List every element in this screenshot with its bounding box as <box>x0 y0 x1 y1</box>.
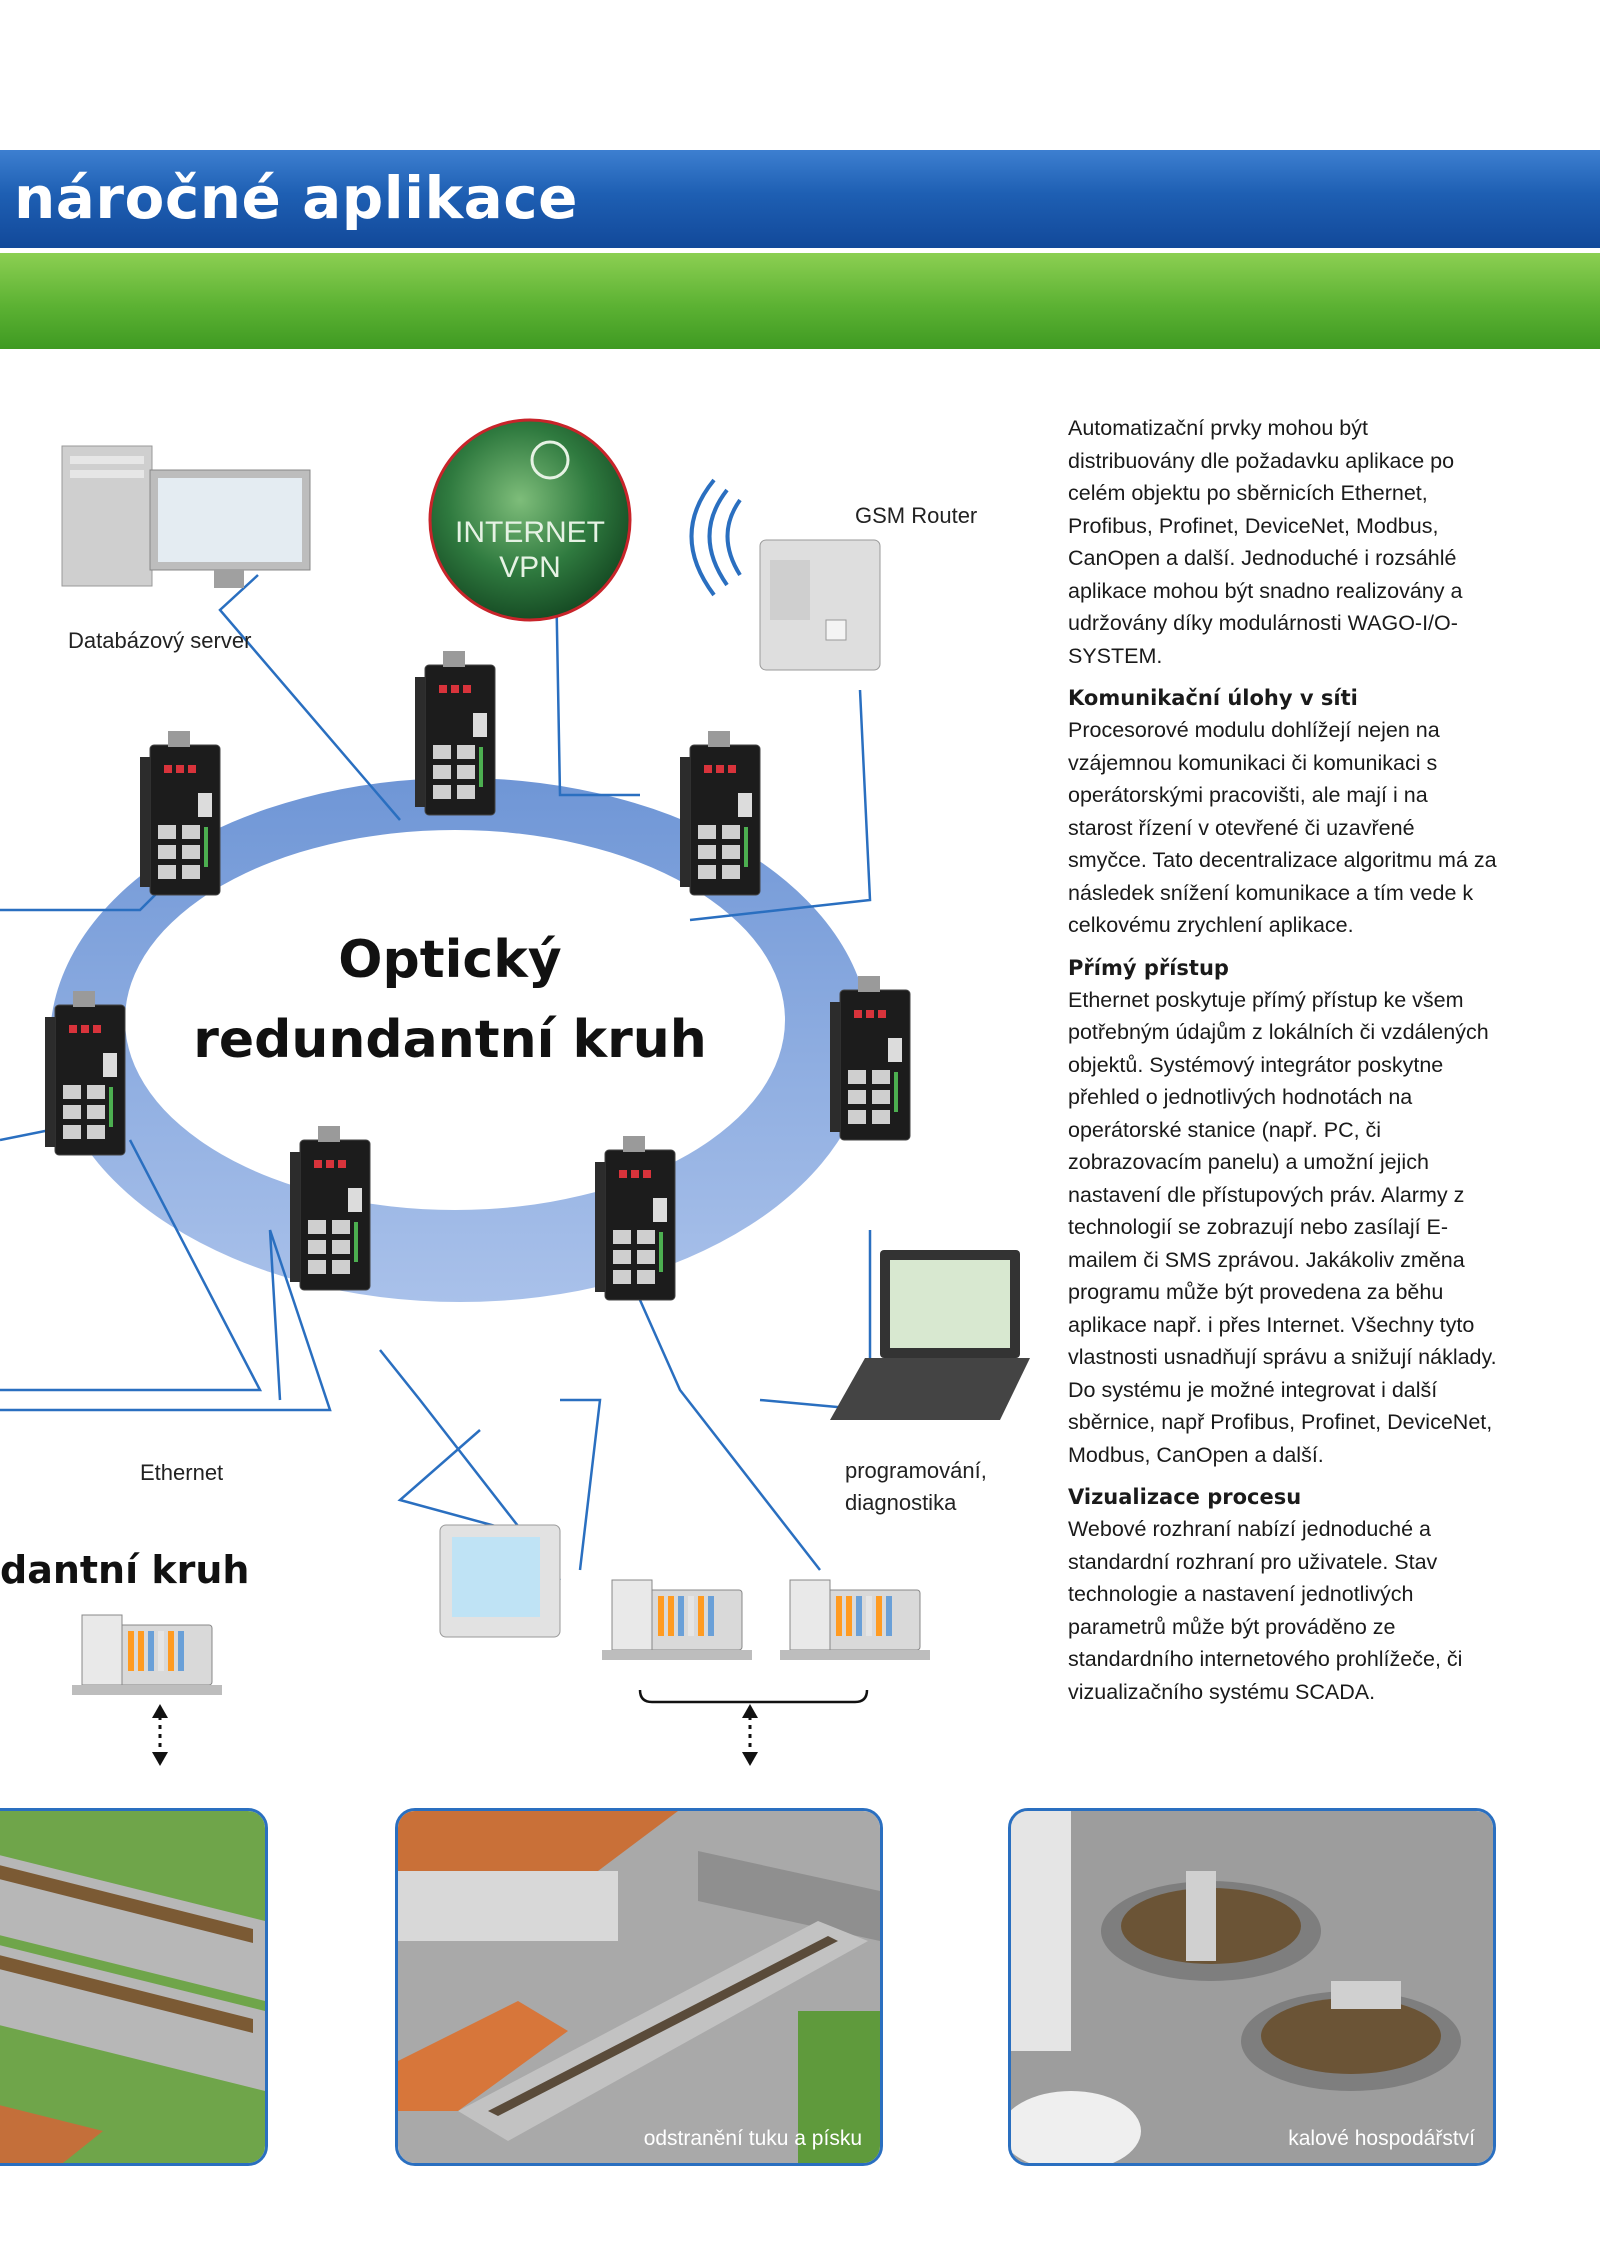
ring-title-line2: redundantní kruh <box>193 1010 707 1070</box>
vpn-label: VPN <box>499 551 561 584</box>
ring-title-line1: Optický <box>338 930 562 990</box>
ring-title <box>190 920 710 1080</box>
section-heading: Přímý přístup <box>1068 955 1229 980</box>
switch-icon <box>415 651 495 815</box>
touch-panel-icon <box>440 1525 560 1637</box>
database-server-icon <box>62 446 310 588</box>
label-ethernet: Ethernet <box>140 1460 224 1485</box>
section-heading: Komunikační úlohy v síti <box>1068 686 1358 710</box>
switch-icon <box>595 1136 675 1300</box>
section-body: Procesorové modulu dohlížejí nejen na vzájemnou komunikaci či komunikaci s operátorskými pracovišti, ale mají i na starost řízení v otevřené či uzavřené smyčce. Tato decentralizace algoritmu má za následek snížení komunikace a tím vede k celkovému zrychlení aplikace. <box>1068 718 1497 937</box>
connection-arrow <box>742 1704 758 1766</box>
gsm-router-icon <box>692 480 881 670</box>
io-module-icon <box>780 1580 930 1660</box>
photo-grease-sand-removal <box>395 1808 883 2166</box>
photo-sludge-management <box>1008 1808 1496 2166</box>
green-band <box>0 253 1600 349</box>
internet-label: INTERNET <box>455 516 605 549</box>
partial-ring-title: dantní kruh <box>0 1548 250 1592</box>
header-bar <box>0 150 1600 248</box>
page-title: náročné aplikace <box>14 164 578 232</box>
section-body: Ethernet poskytuje přímý přístup ke všem potřebným údajům z lokálních či vzdálených objektů. Systémový integrátor poskytne přehled o jednotlivých hodnotách na operátorské stanice (např. PC, či zobrazovacím panelu) a umožní jejich nastavení dle přístupových práv. Alarmy z technologií se zobrazují nebo zasílají E-mailem či SMS zprávou. Jakákoliv změna programu může být provedena za běhu aplikace např. i přes Internet. Všechny tyto vlastnosti usnadňují správu a snižují náklady. Do systému je možné integrovat i další sběrnice, např Profibus, Profinet, DeviceNet, Modbus, CanOpen a další. <box>1068 987 1497 1467</box>
section-body: Webové rozhraní nabízí jednoduché a standardní rozhraní pro uživatele. Stav technologie a nastavení jednotlivých parametrů může být prováděno ze standardního internetového prohlížeče, či vizualizačního systému SCADA. <box>1068 1517 1463 1704</box>
switch-icon <box>45 991 125 1155</box>
label-programming-line1: programování, <box>845 1458 987 1483</box>
article-intro: Automatizační prvky mohou být distribuovány dle požadavku aplikace po celém objektu po sběrnicích Ethernet, Profibus, Profinet, DeviceNet, Modbus, CanOpen a další. Jednoduché i rozsáhlé aplikace mohou být snadno realizovány a udržovány díky modulárnosti WAGO-I/O-SYSTEM. <box>1068 416 1463 668</box>
section-heading: Vizualizace procesu <box>1068 1485 1302 1509</box>
internet-vpn-globe <box>430 420 630 620</box>
label-database-server: Databázový server <box>68 628 252 653</box>
connection-arrow <box>152 1704 168 1766</box>
io-module-icon <box>72 1615 222 1695</box>
photo-sedimentation-tanks <box>0 1808 268 2166</box>
photo-caption: odstranění tuku a písku <box>643 2127 862 2150</box>
switch-icon <box>830 976 910 1140</box>
article <box>1068 412 1498 1718</box>
module-bracket <box>640 1690 867 1702</box>
photo-caption: kalové hospodářství <box>1288 2127 1475 2150</box>
switch-icon <box>680 731 760 895</box>
switch-icon <box>290 1126 370 1290</box>
switch-icon <box>140 731 220 895</box>
label-gsm-router: GSM Router <box>855 503 978 528</box>
io-module-icon <box>602 1580 752 1660</box>
label-programming-line2: diagnostika <box>845 1490 957 1515</box>
laptop-icon <box>830 1250 1030 1420</box>
label-programming <box>845 1455 987 1519</box>
